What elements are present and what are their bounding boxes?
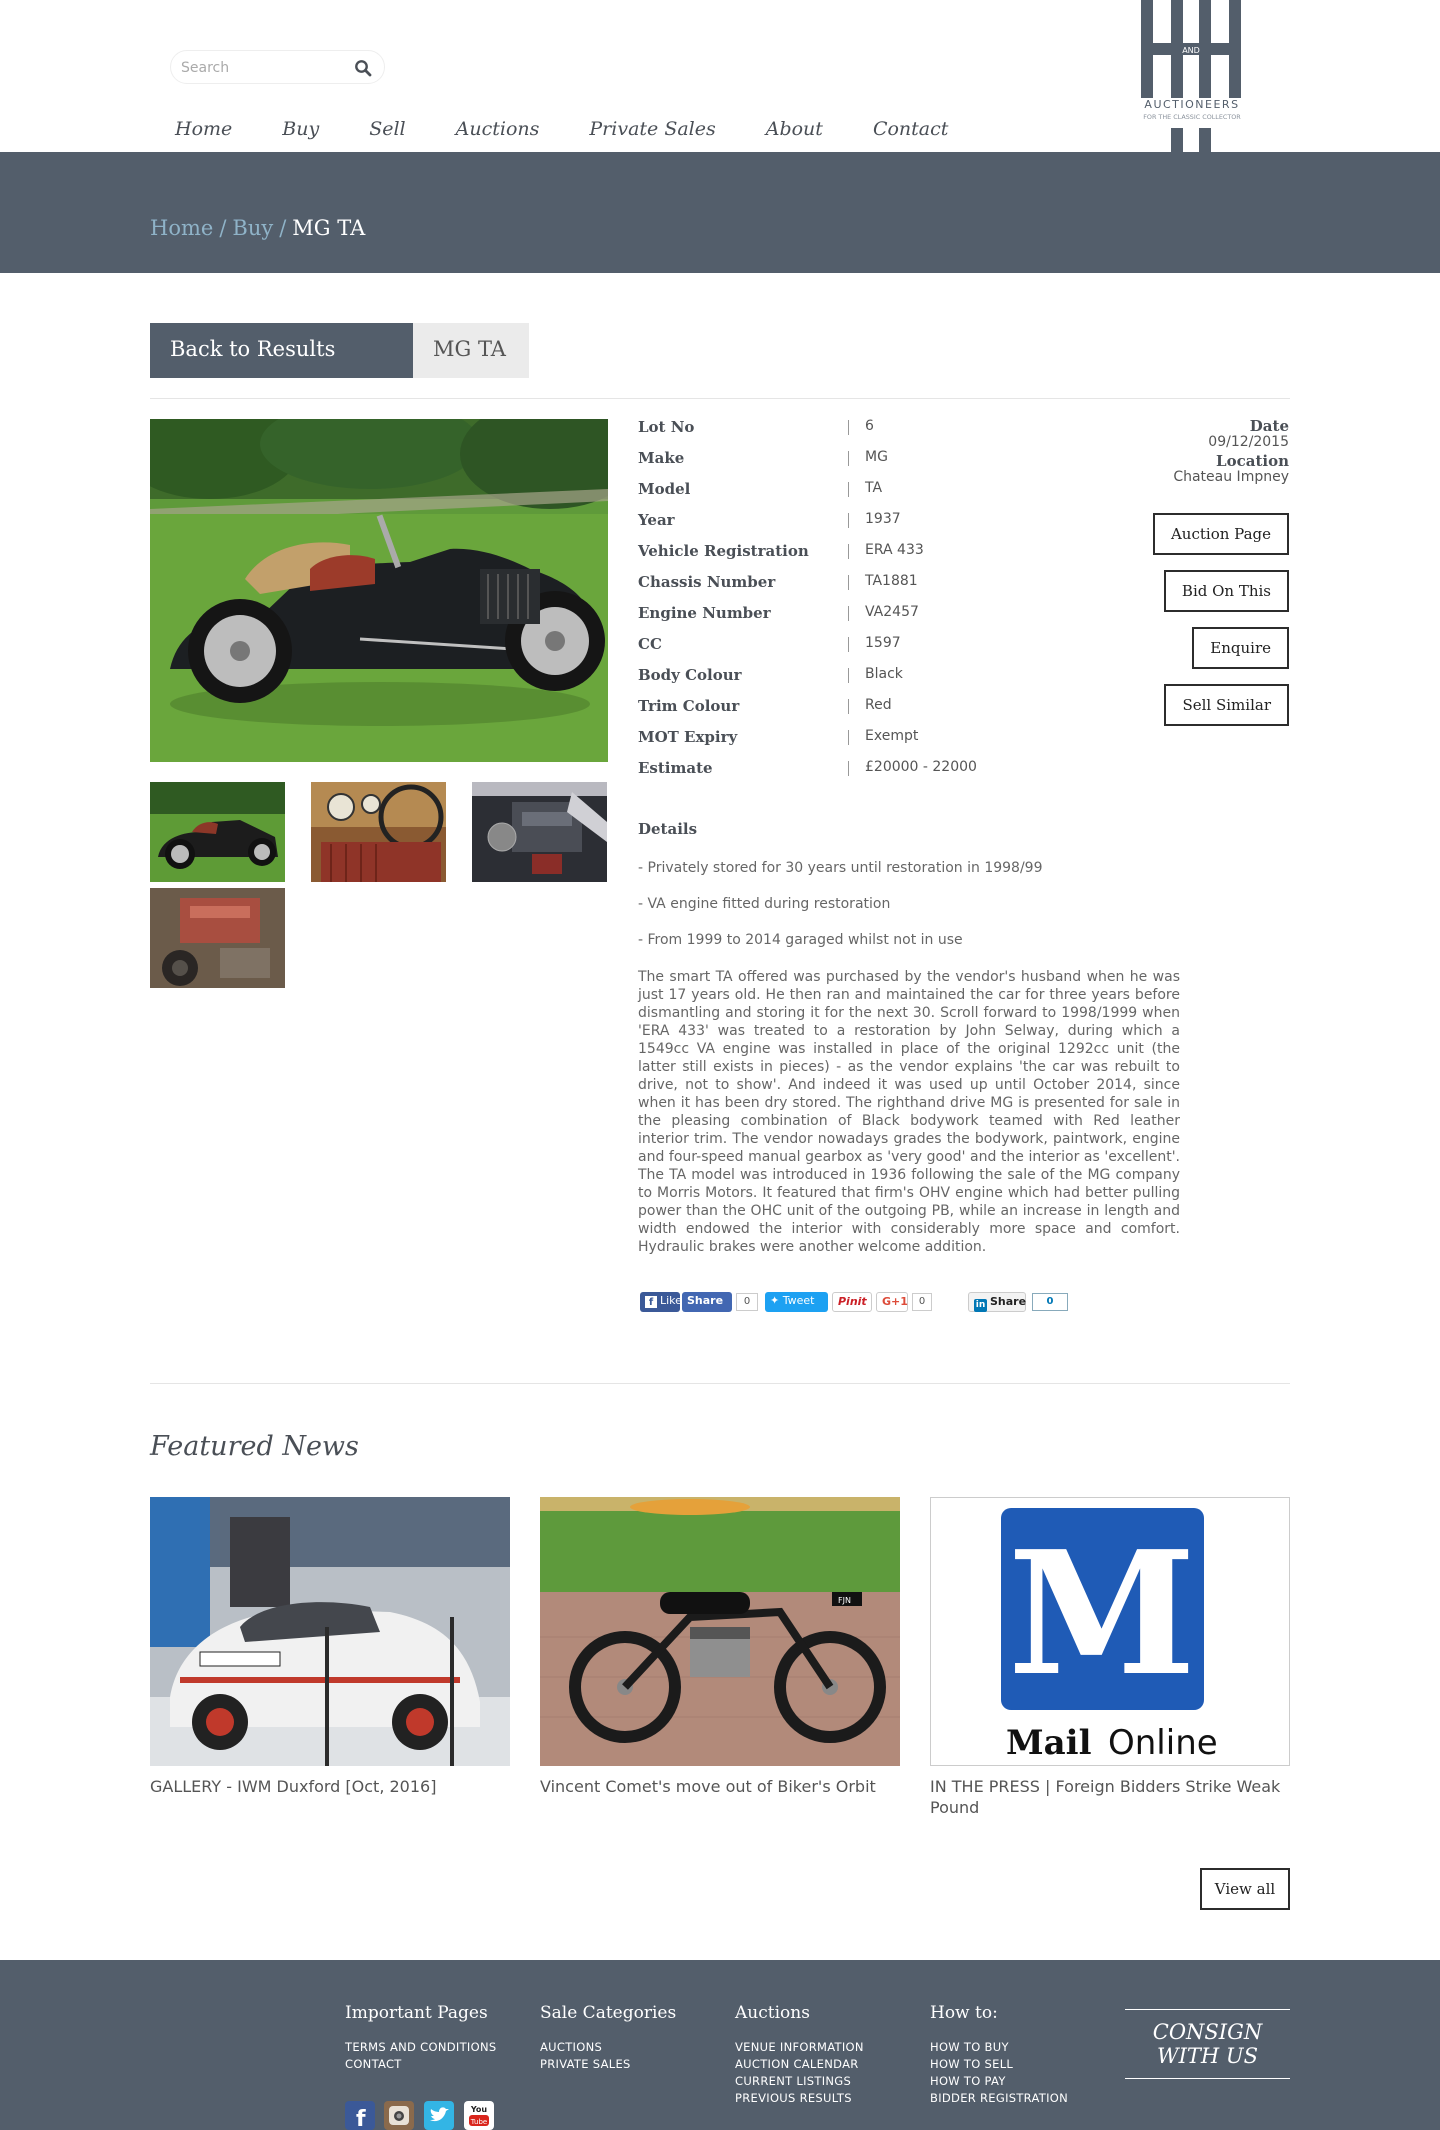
facebook-like-button[interactable] — [640, 1292, 680, 1312]
footer-link-how-to-pay[interactable]: HOW TO PAY — [930, 2074, 1006, 2088]
pinterest-pinit-button[interactable]: Pinit — [832, 1292, 872, 1312]
spec-value: Exempt — [865, 728, 919, 744]
detail-bullet: - Privately stored for 30 years until restoration in 1998/99 — [638, 860, 1043, 876]
spec-label: Estimate — [638, 759, 713, 777]
linkedin-icon: in — [975, 1300, 986, 1310]
spec-divider — [848, 575, 849, 590]
sale-info — [1090, 418, 1289, 488]
news-caption[interactable]: IN THE PRESS | Foreign Bidders Strike Weak Pound — [930, 1777, 1281, 1817]
footer-link-current-listings[interactable]: CURRENT LISTINGS — [735, 2074, 852, 2088]
spec-row-trim-colour — [638, 697, 1088, 728]
spec-label: Engine Number — [638, 604, 771, 622]
svg-text:FJN: FJN — [838, 1596, 851, 1605]
spec-row-body-colour — [638, 666, 1088, 697]
mailonline-logo-bold: Mail — [1006, 1723, 1092, 1763]
bid-on-this-button[interactable]: Bid On This — [1164, 570, 1289, 612]
lot-title: MG TA — [413, 323, 529, 378]
spec-divider — [848, 730, 849, 745]
footer-column-important-pages — [345, 2003, 496, 2073]
spec-row-make — [638, 449, 1088, 480]
spec-divider — [848, 699, 849, 714]
nav-private-sales[interactable]: Private Sales — [589, 118, 716, 140]
spec-value: TA — [865, 480, 883, 496]
nav-sell[interactable]: Sell — [369, 118, 406, 140]
twitter-icon[interactable] — [424, 2101, 454, 2130]
spec-label: Body Colour — [638, 666, 742, 684]
site-logo[interactable] — [1135, 0, 1260, 152]
spec-label: CC — [638, 635, 662, 653]
breadcrumb-home[interactable]: Home — [150, 216, 214, 240]
mailonline-logo-light: Online — [1108, 1723, 1218, 1763]
spec-row-engine — [638, 604, 1088, 635]
footer-heading: Auctions — [735, 2003, 810, 2023]
news-image-motorcycle — [540, 1497, 900, 1766]
news-image-mailonline — [930, 1497, 1290, 1766]
footer-link-how-to-buy[interactable]: HOW TO BUY — [930, 2040, 1009, 2054]
date-label: Date — [1249, 417, 1289, 435]
search-box — [170, 50, 385, 84]
nav-auctions[interactable]: Auctions — [455, 118, 540, 140]
youtube-label-top: You — [470, 2105, 488, 2114]
nav-buy[interactable]: Buy — [282, 118, 320, 140]
news-card[interactable] — [150, 1497, 510, 1797]
thumbnail-dashboard[interactable] — [311, 782, 446, 882]
spec-row-registration — [638, 542, 1088, 573]
main-nav — [150, 118, 973, 148]
thumbnail-car-side[interactable] — [150, 782, 285, 882]
footer-link-auctions[interactable]: AUCTIONS — [540, 2040, 603, 2054]
footer-column-how-to — [930, 2003, 1068, 2107]
details-section — [638, 820, 1180, 1256]
page-banner — [0, 152, 1440, 273]
footer-link-venue-information[interactable]: VENUE INFORMATION — [735, 2040, 864, 2054]
instagram-icon[interactable] — [384, 2101, 414, 2130]
tweet-button[interactable] — [765, 1292, 828, 1312]
spec-value: MG — [865, 449, 888, 465]
consign-line: CONSIGN — [1152, 2020, 1263, 2044]
twitter-icon: ✦ — [770, 1294, 783, 1307]
spec-label: Vehicle Registration — [638, 542, 809, 560]
consign-line: WITH US — [1157, 2044, 1258, 2068]
spec-row-year — [638, 511, 1088, 542]
spec-value: Black — [865, 666, 903, 682]
breadcrumb-separator: / — [279, 216, 287, 240]
footer-link-private-sales[interactable]: PRIVATE SALES — [540, 2057, 631, 2071]
spec-label: Lot No — [638, 418, 695, 436]
spec-row-model — [638, 480, 1088, 511]
spec-label: MOT Expiry — [638, 728, 738, 746]
nav-about[interactable]: About — [765, 118, 823, 140]
logo-and-text: AND — [1182, 46, 1200, 55]
sale-location: Chateau Impney — [1173, 469, 1289, 485]
footer-column-auctions — [735, 2003, 864, 2107]
spec-divider — [848, 606, 849, 621]
spec-value: VA2457 — [865, 604, 919, 620]
footer-link-bidder-registration[interactable]: BIDDER REGISTRATION — [930, 2091, 1069, 2105]
mailonline-logo-letter: M — [1007, 1514, 1197, 1714]
youtube-label-bottom: Tube — [470, 2118, 488, 2126]
google-plus-count: 0 — [912, 1293, 932, 1311]
linkedin-share-label: Share — [990, 1295, 1027, 1308]
spec-divider — [848, 513, 849, 528]
logo-tagline-text: FOR THE CLASSIC COLLECTOR — [1143, 113, 1241, 121]
spec-divider — [848, 420, 849, 435]
back-to-results-button[interactable]: Back to Results — [150, 323, 413, 378]
like-label: Like — [660, 1294, 682, 1307]
thumbnail-engine[interactable] — [472, 782, 607, 882]
news-card[interactable] — [540, 1497, 900, 1797]
news-caption[interactable]: GALLERY - IWM Duxford [Oct, 2016] — [150, 1777, 437, 1796]
spec-value: 6 — [865, 418, 874, 434]
lot-description: The smart TA offered was purchased by the vendor's husband when he was just 17 years old. He then ran and maintained the car for three years before dismantling and storing it for the next 30. Scroll forward to 1998/1999 when 'ERA 433' was treated to a restoration by John Selway, during which a 1549cc VA engine was installed in place of the original 1292cc unit (the latter still exists in pieces) - as the vendor explains 'the car was rebuilt to drive, not to show'. And indeed it was used up until October 2014, since when it has been dry stored. The righthand drive MG is presented for sale in the pleasing combination of Black bodywork teamed with Red leather interior trim. The vendor nowadays grades the bodywork, paintwork, engine and four-speed manual gearbox as 'very good' and the interior as 'excellent'. The TA model was introduced in 1936 following the sale of the MG company to Morris Motors. It featured that firm's OHV engine which had better pulling power than the OHC unit of the outgoing PB, while an increase in length and width endowed the interior with considerably more space and comfort. Hydraulic brakes were another welcome addition. — [638, 969, 1180, 1255]
spec-row-estimate — [638, 759, 1088, 790]
spec-value: TA1881 — [865, 573, 918, 589]
site-footer — [0, 1960, 1440, 2130]
google-plus-button[interactable]: G+1 — [876, 1292, 908, 1312]
spec-value: Red — [865, 697, 892, 713]
footer-heading: Important Pages — [345, 2003, 488, 2023]
breadcrumb-current: MG TA — [292, 216, 366, 240]
featured-news-heading: Featured News — [150, 1431, 359, 1462]
logo-name-text: AUCTIONEERS — [1144, 98, 1240, 111]
search-input[interactable] — [181, 57, 341, 79]
breadcrumb — [150, 216, 365, 240]
spec-row-cc — [638, 635, 1088, 666]
spec-value: 1597 — [865, 635, 901, 651]
linkedin-share-count: 0 — [1032, 1293, 1068, 1311]
site-header — [0, 0, 1440, 152]
footer-column-sale-categories — [540, 2003, 676, 2073]
consign-with-us-button[interactable] — [1125, 2009, 1290, 2079]
facebook-icon: f — [645, 1296, 657, 1308]
spec-label: Trim Colour — [638, 697, 740, 715]
news-image-porsche — [150, 1497, 510, 1766]
spec-label: Chassis Number — [638, 573, 776, 591]
sale-date: 09/12/2015 — [1208, 434, 1289, 450]
news-caption[interactable]: Vincent Comet's move out of Biker's Orbit — [540, 1777, 876, 1796]
spec-value: £20000 - 22000 — [865, 759, 977, 775]
spec-divider — [848, 668, 849, 683]
spec-divider — [848, 637, 849, 652]
spec-label: Make — [638, 449, 685, 467]
facebook-icon[interactable] — [345, 2101, 375, 2130]
auction-page-button[interactable]: Auction Page — [1153, 513, 1289, 555]
location-label: Location — [1216, 452, 1289, 470]
footer-link-terms[interactable]: TERMS AND CONDITIONS — [345, 2040, 497, 2054]
spec-value: ERA 433 — [865, 542, 924, 558]
details-heading: Details — [638, 820, 698, 838]
news-card[interactable] — [930, 1497, 1290, 1818]
facebook-share-count: 0 — [736, 1293, 758, 1311]
breadcrumb-buy[interactable]: Buy — [232, 216, 274, 240]
footer-link-how-to-sell[interactable]: HOW TO SELL — [930, 2057, 1014, 2071]
tweet-label: Tweet — [782, 1294, 815, 1307]
footer-link-previous-results[interactable]: PREVIOUS RESULTS — [735, 2091, 852, 2105]
footer-heading: How to: — [930, 2003, 998, 2023]
divider — [150, 398, 1290, 399]
spec-value: 1937 — [865, 511, 901, 527]
footer-link-contact[interactable]: CONTACT — [345, 2057, 402, 2071]
spec-table — [638, 418, 1088, 790]
nav-contact[interactable]: Contact — [872, 118, 949, 140]
spec-divider — [848, 482, 849, 497]
view-all-button[interactable]: View all — [1200, 1868, 1290, 1910]
enquire-button[interactable]: Enquire — [1192, 627, 1289, 669]
spec-row-lot-no — [638, 418, 1088, 449]
detail-bullet: - VA engine fitted during restoration — [638, 896, 891, 912]
linkedin-share-button[interactable] — [968, 1292, 1026, 1312]
nav-home[interactable]: Home — [175, 118, 233, 140]
divider — [150, 1383, 1290, 1384]
spec-row-chassis — [638, 573, 1088, 604]
footer-heading: Sale Categories — [540, 2003, 677, 2023]
search-icon[interactable] — [354, 59, 372, 77]
youtube-icon[interactable] — [464, 2101, 494, 2130]
detail-bullet: - From 1999 to 2014 garaged whilst not in use — [638, 932, 963, 948]
main-car-photo[interactable] — [150, 419, 608, 762]
footer-link-auction-calendar[interactable]: AUCTION CALENDAR — [735, 2057, 859, 2071]
svg-text:f: f — [356, 2107, 366, 2130]
spec-label: Model — [638, 480, 691, 498]
spec-divider — [848, 761, 849, 776]
spec-label: Year — [638, 511, 675, 529]
sell-similar-button[interactable]: Sell Similar — [1164, 684, 1289, 726]
spec-divider — [848, 544, 849, 559]
breadcrumb-separator: / — [219, 216, 227, 240]
spec-row-mot — [638, 728, 1088, 759]
thumbnail-parts[interactable] — [150, 888, 285, 988]
spec-divider — [848, 451, 849, 466]
facebook-share-button[interactable]: Share — [682, 1292, 732, 1312]
